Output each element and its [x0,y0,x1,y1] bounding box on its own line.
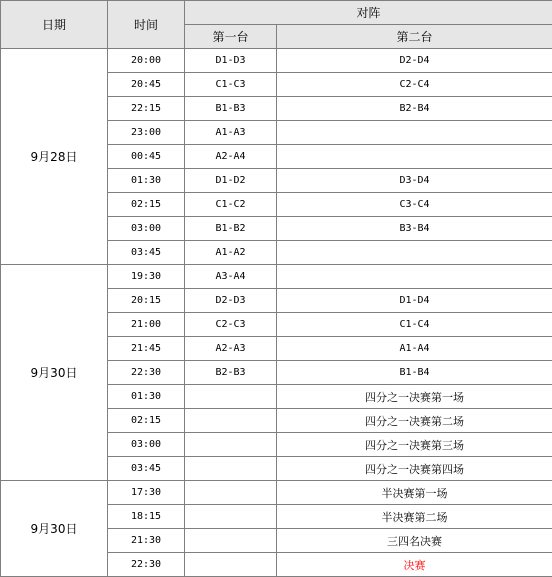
time-cell: 21:00 [108,313,185,337]
knockout-match-cell: 四分之一决赛第二场 [277,409,552,433]
header-court-2: 第二台 [277,25,552,49]
time-cell: 23:00 [108,121,185,145]
court-2-cell: A1-A4 [277,337,552,361]
court-2-cell [277,241,552,265]
time-cell: 20:15 [108,289,185,313]
time-cell: 20:00 [108,49,185,73]
knockout-match-cell: 三四名决赛 [277,529,552,553]
court-1-cell [185,457,277,481]
court-2-cell: B3-B4 [277,217,552,241]
court-2-cell: C1-C4 [277,313,552,337]
time-cell: 02:15 [108,409,185,433]
table-row [1,265,552,289]
time-cell: 03:45 [108,241,185,265]
court-1-cell [185,433,277,457]
court-1-cell: C2-C3 [185,313,277,337]
time-cell: 01:30 [108,385,185,409]
header-row-top [1,1,552,25]
court-1-cell [185,505,277,529]
court-1-cell: C1-C3 [185,73,277,97]
court-2-cell: D3-D4 [277,169,552,193]
time-cell: 02:15 [108,193,185,217]
header-time: 时间 [108,1,185,49]
time-cell: 22:15 [108,97,185,121]
header-date: 日期 [1,1,108,49]
court-1-cell: B1-B3 [185,97,277,121]
court-1-cell [185,409,277,433]
court-2-cell [277,145,552,169]
time-cell: 18:15 [108,505,185,529]
time-cell: 22:30 [108,553,185,577]
court-2-cell [277,265,552,289]
court-1-cell: C1-C2 [185,193,277,217]
court-1-cell: A2-A4 [185,145,277,169]
knockout-match-cell: 半决赛第一场 [277,481,552,505]
court-2-cell [277,121,552,145]
table-row [1,481,552,505]
knockout-match-cell: 四分之一决赛第三场 [277,433,552,457]
header-court-1: 第一台 [185,25,277,49]
schedule-body [1,49,552,577]
date-cell: 9月28日 [1,49,108,265]
date-cell: 9月30日 [1,265,108,481]
court-1-cell [185,529,277,553]
time-cell: 03:00 [108,433,185,457]
court-1-cell: D2-D3 [185,289,277,313]
knockout-match-cell: 四分之一决赛第一场 [277,385,552,409]
court-1-cell [185,481,277,505]
court-2-cell: C2-C4 [277,73,552,97]
time-cell: 17:30 [108,481,185,505]
court-1-cell: D1-D2 [185,169,277,193]
time-cell: 01:30 [108,169,185,193]
time-cell: 19:30 [108,265,185,289]
time-cell: 20:45 [108,73,185,97]
knockout-match-cell: 四分之一决赛第四场 [277,457,552,481]
time-cell: 03:45 [108,457,185,481]
knockout-match-cell: 半决赛第二场 [277,505,552,529]
court-1-cell: B1-B2 [185,217,277,241]
time-cell: 21:30 [108,529,185,553]
date-cell: 9月30日 [1,481,108,577]
time-cell: 22:30 [108,361,185,385]
time-cell: 00:45 [108,145,185,169]
court-1-cell [185,553,277,577]
time-cell: 21:45 [108,337,185,361]
table-row [1,49,552,73]
court-1-cell [185,385,277,409]
final-match-cell: 决赛 [277,553,552,577]
court-2-cell: D1-D4 [277,289,552,313]
court-2-cell: D2-D4 [277,49,552,73]
court-1-cell: D1-D3 [185,49,277,73]
court-2-cell: C3-C4 [277,193,552,217]
court-1-cell: A1-A2 [185,241,277,265]
court-1-cell: A3-A4 [185,265,277,289]
header-matchup: 对阵 [185,1,552,25]
time-cell: 03:00 [108,217,185,241]
court-2-cell: B1-B4 [277,361,552,385]
court-1-cell: B2-B3 [185,361,277,385]
court-1-cell: A1-A3 [185,121,277,145]
court-2-cell: B2-B4 [277,97,552,121]
court-1-cell: A2-A3 [185,337,277,361]
